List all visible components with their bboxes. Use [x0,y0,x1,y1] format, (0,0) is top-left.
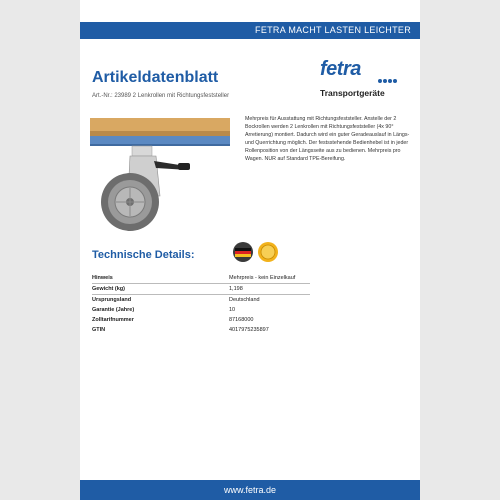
caster-wheel-image [90,116,230,236]
logo-dots-icon [378,70,398,88]
technical-details-table [92,273,310,335]
made-in-germany-badge [233,242,253,262]
table-row: Gewicht (kg) 1,198 [92,284,310,295]
footer-bar [80,480,420,500]
fetra-logo [320,58,405,103]
table-row: Garantie (Jahre) 10 [92,307,236,313]
table-row: Zolltarifnummer 87168000 [92,317,254,323]
technical-details-heading: Technische Details: [92,249,195,261]
warranty-badge [258,242,278,262]
header-slogan: FETRA MACHT LASTEN LEICHTER [255,25,411,35]
footer-url[interactable]: www.fetra.de [223,485,277,495]
table-row: GTIN 4017975235897 [92,327,269,333]
page-title: Artikeldatenblatt [92,69,219,86]
table-row: Ursprungsland Deutschland [92,297,260,303]
table-row: Hinweis Mehrpreis - kein Einzelkauf [92,273,310,284]
logo-wordmark: fetra [320,58,361,80]
product-description: Mehrpreis für Ausstattung mit Richtungsfeststeller. Anstelle der 2 Bockrollen werden 2 Lenkrollen mit Richtungsfeststeller (4x 90° Arretierung) montiert. Dadurch wird ein guter Geradeauslauf in Längs- und Querrichtung möglich. Der festsstehende Bedienhebel ist in jeder Rollenposition von der Längsseite aus zu bedienen. Mehrpreis pro Wagen. NUR auf Standard TPE-Bereifung. [245,116,410,162]
quality-badges [232,241,282,263]
header-bar [80,22,420,39]
logo-subtitle: Transportgeräte [320,88,385,98]
datasheet-page [80,0,420,500]
article-number: Art.-Nr.: 23989 2 Lenkrollen mit Richtungsfeststeller [92,93,230,99]
